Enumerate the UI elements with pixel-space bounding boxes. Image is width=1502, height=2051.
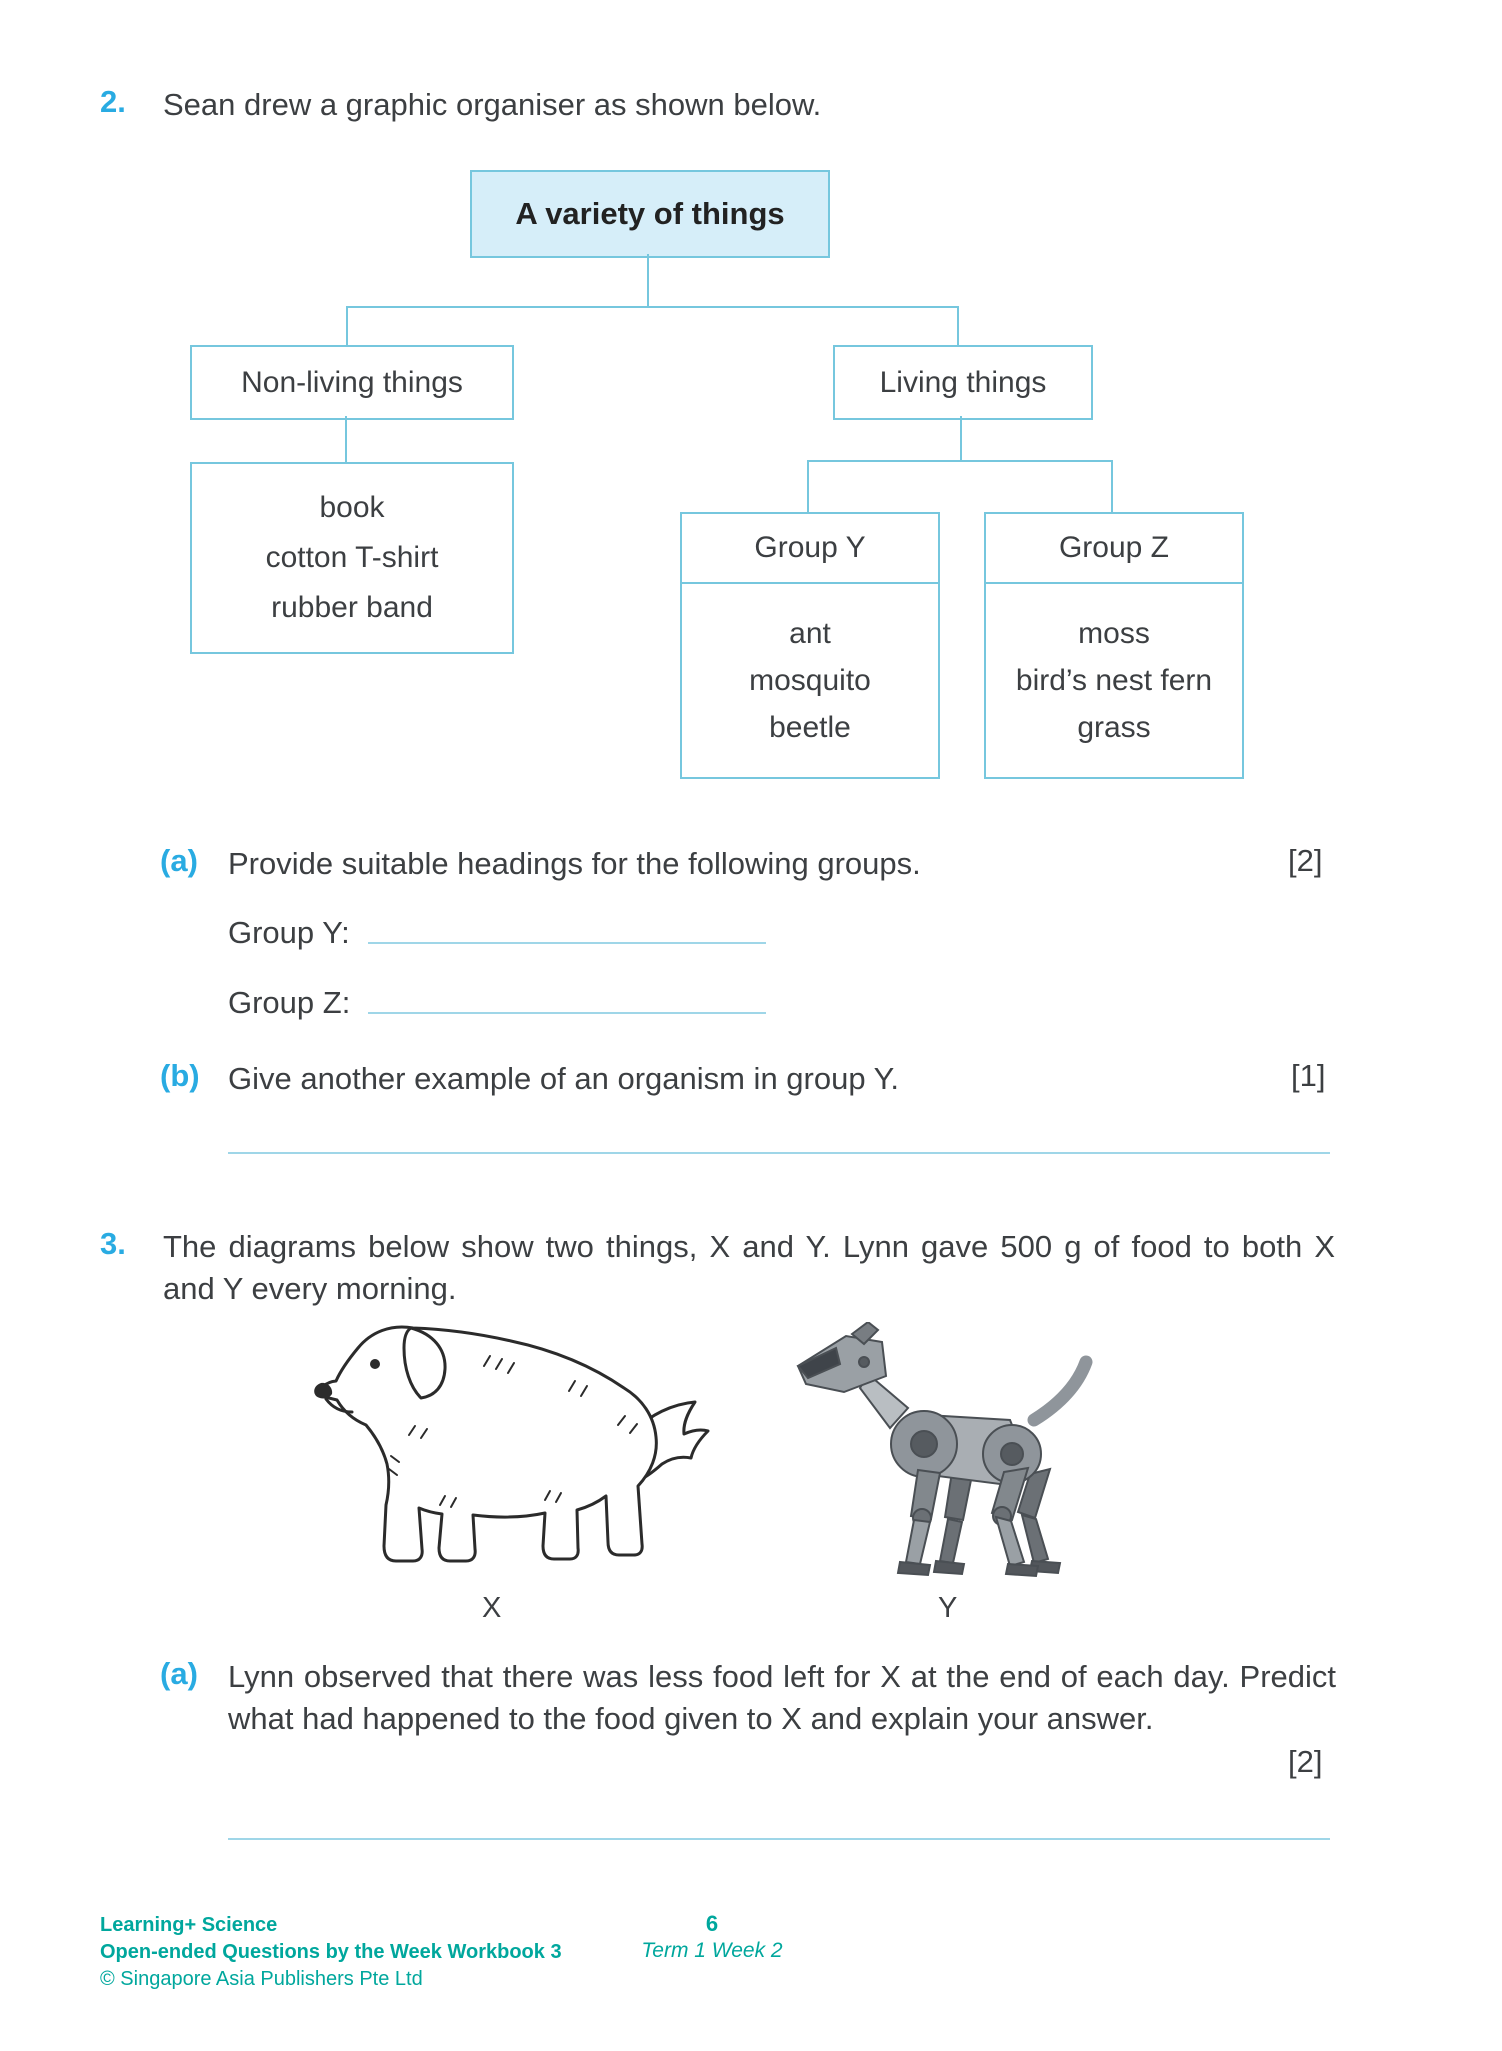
connector-line [957, 306, 959, 345]
list-item: moss [1078, 616, 1150, 650]
illustration-x-container [295, 1306, 715, 1591]
non-living-items-box [190, 462, 514, 654]
list-item: bird’s nest fern [1015, 663, 1213, 697]
image-x-label: X [482, 1592, 502, 1624]
answer-blank-group-y[interactable] [368, 910, 766, 944]
list-item: rubber band [271, 591, 433, 624]
group-z-title: Group Z [986, 514, 1242, 584]
connector-line [807, 460, 809, 512]
group-y-items [682, 584, 938, 777]
footer-page-info [560, 1910, 864, 1964]
list-item: book [319, 491, 385, 524]
image-y-label: Y [938, 1592, 958, 1624]
connector-line [807, 460, 1113, 462]
connector-line [345, 416, 347, 462]
living-things-label: Living things [879, 365, 1047, 399]
question-2b-marks: [1] [1291, 1058, 1326, 1093]
connector-line [647, 254, 649, 306]
question-2-number: 2. [100, 84, 126, 119]
diagram-root-label: A variety of things [515, 196, 785, 231]
question-2a-marks: [2] [1288, 843, 1323, 878]
question-2b-text: Give another example of an organism in group Y. [228, 1061, 899, 1096]
question-3a-text: Lynn observed that there was less food left for X at the end of each day. Predict what had happened to the food given to X and explain your answer. [228, 1659, 1336, 1737]
connector-line [1111, 460, 1113, 512]
footer-imprint [100, 1912, 562, 1993]
question-3-number: 3. [100, 1226, 126, 1261]
group-z-box [984, 512, 1244, 779]
footer-book-title: Open-ended Questions by the Week Workbook 3 [100, 1941, 562, 1963]
list-item: beetle [769, 710, 851, 744]
group-y-field-label: Group Y: [228, 915, 350, 950]
question-2b-label: (b) [160, 1058, 200, 1093]
graphic-organiser [0, 0, 1502, 800]
non-living-things-label: Non-living things [241, 365, 463, 399]
puppy-eye [370, 1359, 380, 1369]
question-3a-marks: [2] [1288, 1744, 1323, 1779]
answer-blank-group-z[interactable] [368, 980, 766, 1014]
list-item: cotton T-shirt [265, 541, 439, 574]
illustration-y-container [772, 1322, 1112, 1587]
living-things-box [833, 345, 1093, 420]
connector-line [346, 306, 959, 308]
question-2a-label: (a) [160, 843, 198, 878]
non-living-things-box [190, 345, 514, 420]
question-3-prompt: The diagrams below show two things, X and Y. Lynn gave 500 g of food to both X and Y every morning. [163, 1229, 1335, 1307]
robot-tail [1034, 1362, 1086, 1420]
question-2-prompt: Sean drew a graphic organiser as shown below. [163, 87, 822, 122]
group-y-box [680, 512, 940, 779]
diagram-root-box [470, 170, 830, 258]
footer-copyright: © Singapore Asia Publishers Pte Ltd [100, 1968, 423, 1990]
answer-blank-3a[interactable] [228, 1806, 1330, 1840]
answer-blank-2b[interactable] [228, 1120, 1330, 1154]
connector-line [346, 306, 348, 345]
list-item: ant [789, 616, 831, 650]
list-item: mosquito [749, 663, 871, 697]
footer-week: Term 1 Week 2 [641, 1939, 783, 1962]
question-3a-label: (a) [160, 1656, 198, 1691]
robot-dog-illustration [772, 1322, 1112, 1582]
group-y-title: Group Y [682, 514, 938, 584]
connector-line [960, 416, 962, 460]
puppy-illustration [295, 1306, 715, 1586]
footer-series: Learning+ Science [100, 1914, 278, 1936]
robot-eye [859, 1357, 869, 1367]
question-2a-text: Provide suitable headings for the following groups. [228, 846, 921, 881]
group-z-items [986, 584, 1242, 777]
page-number: 6 [705, 1911, 719, 1936]
group-z-field-label: Group Z: [228, 985, 351, 1020]
list-item: grass [1077, 710, 1151, 744]
